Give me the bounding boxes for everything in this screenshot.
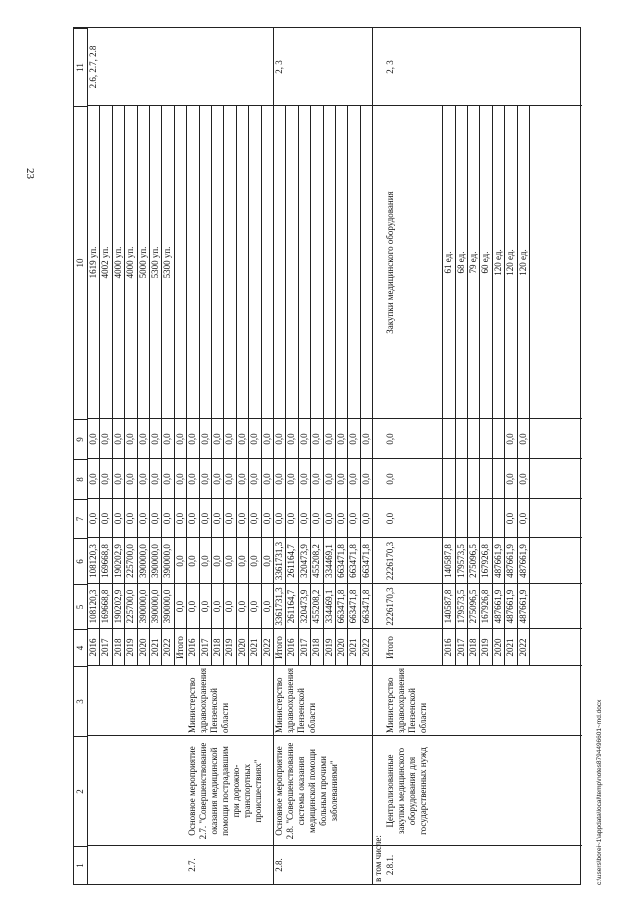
table-cell: 0,0 bbox=[249, 555, 260, 567]
table-cell: 2018 bbox=[112, 638, 123, 657]
column-number: 6 bbox=[74, 538, 87, 584]
table-cell: 2022 bbox=[162, 638, 173, 657]
table-cell: 0,0 bbox=[212, 600, 222, 613]
table-cell: 0,0 bbox=[88, 512, 98, 525]
table-cell: 0,0 bbox=[224, 473, 235, 485]
table-cell: 0,0 bbox=[100, 433, 111, 445]
table-cell: 3361731,3 bbox=[274, 541, 284, 581]
executor: Министерство здравоохранения Пензенской области bbox=[187, 667, 230, 733]
table-cell: 0,0 bbox=[261, 600, 272, 613]
subtotal-label: в том числе: bbox=[373, 835, 384, 882]
table-cell: 0,0 bbox=[274, 433, 284, 445]
table-cell: 2019 bbox=[480, 638, 491, 657]
table-cell: 0,0 bbox=[261, 512, 272, 525]
table-cell: 2017 bbox=[455, 638, 466, 657]
table-cell: 0,0 bbox=[150, 512, 160, 525]
table-cell: 0,0 bbox=[150, 433, 160, 445]
grid-line bbox=[87, 537, 582, 538]
table-cell: 2020 bbox=[492, 638, 503, 657]
table-cell: 225700,0 bbox=[125, 589, 136, 624]
table-cell: 0,0 bbox=[174, 473, 185, 485]
column-number: 3 bbox=[74, 666, 87, 736]
table-cell: 390000,0 bbox=[137, 589, 148, 624]
table-cell: 0,0 bbox=[187, 512, 198, 525]
table-cell: 60 ед. bbox=[480, 251, 491, 274]
table-cell: 167926,8 bbox=[480, 544, 491, 578]
table-cell: 0,0 bbox=[100, 473, 111, 485]
table-cell: 0,0 bbox=[261, 555, 272, 567]
table-cell: 2020 bbox=[236, 638, 247, 657]
grid-line bbox=[87, 498, 582, 499]
table-cell: 0,0 bbox=[137, 512, 148, 525]
grid-line bbox=[87, 665, 582, 666]
table-cell: 0,0 bbox=[125, 473, 136, 485]
table-cell: 0,0 bbox=[348, 473, 359, 485]
table-cell: 2021 bbox=[505, 638, 516, 657]
table-cell: 0,0 bbox=[323, 473, 334, 485]
grid-line bbox=[87, 458, 582, 459]
table-cell: 0,0 bbox=[224, 512, 235, 525]
table-cell: 4000 уп. bbox=[112, 246, 123, 279]
table-cell: 4000 уп. bbox=[125, 246, 136, 279]
column-number: 4 bbox=[74, 629, 87, 666]
table-cell: 2017 bbox=[199, 638, 210, 657]
table-cell: 0,0 bbox=[224, 555, 235, 567]
table-cell: 261164,7 bbox=[286, 544, 297, 578]
table-cell: 140587,8 bbox=[443, 544, 454, 578]
indicator-ref: 2, 3 bbox=[385, 60, 396, 74]
table-cell: 2226170,3 bbox=[385, 541, 396, 581]
table-cell: 2020 bbox=[137, 638, 148, 657]
table-cell: 2022 bbox=[261, 638, 272, 657]
table-cell: 390000,0 bbox=[137, 544, 148, 578]
program-table bbox=[73, 27, 581, 885]
footer-path: c:\users\borei~1\appdata\local\temp\notes8794496601~md.docx bbox=[596, 699, 603, 885]
table-cell: 0,0 bbox=[174, 600, 185, 613]
table-cell: 663471,8 bbox=[336, 589, 346, 624]
column-number: 7 bbox=[74, 499, 87, 538]
table-cell: 0,0 bbox=[88, 473, 98, 485]
table-cell: 663471,8 bbox=[360, 544, 371, 578]
table-cell: 455208,2 bbox=[311, 544, 322, 578]
table-cell: 0,0 bbox=[323, 433, 334, 445]
table-cell: 225700,0 bbox=[125, 544, 136, 578]
column-number: 8 bbox=[74, 459, 87, 499]
grid-line bbox=[87, 845, 582, 846]
table-cell: 0,0 bbox=[249, 473, 260, 485]
row-number: 2.7. bbox=[187, 858, 197, 872]
table-cell: 334469,1 bbox=[323, 589, 334, 624]
table-cell: 487661,9 bbox=[505, 589, 516, 624]
table-cell: 0,0 bbox=[360, 433, 371, 445]
table-cell: 0,0 bbox=[174, 433, 185, 445]
grid-line bbox=[87, 735, 582, 736]
table-cell: 0,0 bbox=[274, 512, 284, 525]
table-cell: 0,0 bbox=[236, 433, 247, 445]
table-cell: 0,0 bbox=[212, 512, 222, 525]
table-cell: 169668,8 bbox=[100, 589, 111, 624]
table-cell: 0,0 bbox=[517, 512, 528, 525]
table-cell: 0,0 bbox=[100, 512, 111, 525]
grid-line bbox=[529, 106, 530, 666]
table-cell: 0,0 bbox=[150, 473, 160, 485]
grid-line bbox=[87, 583, 582, 584]
table-cell: 0,0 bbox=[212, 473, 222, 485]
table-cell: 663471,8 bbox=[336, 544, 346, 578]
table-cell: 2016 bbox=[88, 638, 98, 657]
table-cell: 2020 bbox=[336, 638, 346, 657]
table-cell: 179573,5 bbox=[455, 544, 466, 578]
table-cell: 0,0 bbox=[298, 433, 309, 445]
table-cell: 120 ед. bbox=[492, 249, 503, 276]
table-cell: 0,0 bbox=[348, 433, 359, 445]
table-cell: 0,0 bbox=[360, 473, 371, 485]
table-cell: 0,0 bbox=[112, 473, 123, 485]
table-cell: 0,0 bbox=[286, 512, 297, 525]
table-cell: 2021 bbox=[348, 638, 359, 657]
table-cell: 0,0 bbox=[236, 600, 247, 613]
grid-line bbox=[372, 28, 373, 884]
table-cell: 663471,8 bbox=[348, 589, 359, 624]
table-cell: 0,0 bbox=[311, 433, 322, 445]
table-cell: 0,0 bbox=[323, 512, 334, 525]
column-number: 11 bbox=[74, 28, 87, 106]
table-cell: 0,0 bbox=[199, 600, 210, 613]
table-cell: 140587,8 bbox=[443, 589, 454, 624]
table-cell: 0,0 bbox=[187, 600, 198, 613]
table-cell: 0,0 bbox=[249, 512, 260, 525]
table-cell: 0,0 bbox=[224, 433, 235, 445]
table-cell: 0,0 bbox=[298, 512, 309, 525]
table-cell: 663471,8 bbox=[348, 544, 359, 578]
table-cell: 0,0 bbox=[348, 512, 359, 525]
table-cell: 0,0 bbox=[298, 473, 309, 485]
table-cell: 0,0 bbox=[212, 555, 222, 567]
table-cell: 2019 bbox=[323, 638, 334, 657]
table-cell: 3361731,3 bbox=[274, 587, 284, 626]
table-cell: 390000,0 bbox=[150, 589, 160, 624]
table-cell: 275096,5 bbox=[468, 589, 478, 624]
table-cell: 0,0 bbox=[505, 512, 516, 525]
table-cell: 487661,9 bbox=[492, 544, 503, 578]
column-number: 1 bbox=[74, 846, 87, 884]
table-cell: 487661,9 bbox=[505, 544, 516, 578]
table-cell: 0,0 bbox=[212, 433, 222, 445]
table-cell: 275096,5 bbox=[468, 544, 478, 578]
table-cell: 0,0 bbox=[505, 473, 516, 485]
table-cell: 334469,1 bbox=[323, 544, 334, 578]
table-cell: 169668,8 bbox=[100, 544, 111, 578]
table-cell: 4002 уп. bbox=[100, 246, 111, 279]
table-cell: 261164,7 bbox=[286, 589, 297, 624]
table-cell: 0,0 bbox=[199, 555, 210, 567]
table-cell: 487661,9 bbox=[517, 589, 528, 624]
table-cell: 2021 bbox=[150, 638, 160, 657]
table-cell: 320473,9 bbox=[298, 589, 309, 624]
table-cell: 190202,9 bbox=[112, 544, 123, 578]
table-cell: 390000,0 bbox=[150, 544, 160, 578]
table-cell: 0,0 bbox=[174, 512, 185, 525]
table-cell: 0,0 bbox=[224, 600, 235, 613]
table-cell: 0,0 bbox=[505, 433, 516, 445]
measure-description: Основное мероприятие 2.8. "Совершенствование системы оказания медицинской помощи больным прочими заболеваниями" bbox=[274, 742, 339, 840]
table-cell: 0,0 bbox=[261, 433, 272, 445]
table-cell: 1619 уп. bbox=[88, 246, 98, 279]
table-cell: 2018 bbox=[212, 638, 222, 657]
table-cell: Итого bbox=[274, 636, 284, 659]
table-cell: 2016 bbox=[286, 638, 297, 657]
table-cell: 5300 уп. bbox=[162, 246, 173, 279]
table-cell: 0,0 bbox=[261, 473, 272, 485]
table-cell: 0,0 bbox=[385, 433, 396, 445]
table-cell: 167926,8 bbox=[480, 589, 491, 624]
table-cell: 179573,5 bbox=[455, 589, 466, 624]
table-cell: 0,0 bbox=[236, 512, 247, 525]
table-cell: 0,0 bbox=[286, 433, 297, 445]
table-cell: 120 ед. bbox=[517, 249, 528, 276]
table-cell: 2019 bbox=[224, 638, 235, 657]
table-cell: 2018 bbox=[468, 638, 478, 657]
table-cell: 0,0 bbox=[162, 512, 173, 525]
table-cell: 0,0 bbox=[174, 555, 185, 567]
table-cell: 0,0 bbox=[286, 473, 297, 485]
table-cell: Итого bbox=[385, 636, 396, 659]
table-cell: 0,0 bbox=[236, 473, 247, 485]
table-cell: 108120,3 bbox=[88, 544, 98, 578]
page-number: 23 bbox=[24, 168, 36, 179]
table-cell: 390000,0 bbox=[162, 589, 173, 624]
table-cell: 0,0 bbox=[236, 555, 247, 567]
column-number: 5 bbox=[74, 584, 87, 629]
table-cell: 2022 bbox=[360, 638, 371, 657]
table-cell: 0,0 bbox=[517, 473, 528, 485]
table-cell: 0,0 bbox=[249, 600, 260, 613]
table-cell: Итого bbox=[174, 636, 185, 659]
table-cell: 0,0 bbox=[336, 433, 346, 445]
table-cell: 0,0 bbox=[311, 512, 322, 525]
table-cell: 0,0 bbox=[311, 473, 322, 485]
table-cell: 5300 уп. bbox=[150, 246, 160, 279]
table-cell: 0,0 bbox=[125, 433, 136, 445]
table-cell: 0,0 bbox=[336, 512, 346, 525]
table-cell: 2017 bbox=[298, 638, 309, 657]
table-cell: 0,0 bbox=[112, 512, 123, 525]
table-cell: 5000 уп. bbox=[137, 246, 148, 279]
executor: Министерство здравоохранения Пензенской области bbox=[274, 667, 317, 733]
table-cell: 0,0 bbox=[125, 512, 136, 525]
table-cell: 0,0 bbox=[385, 473, 396, 485]
table-cell: 0,0 bbox=[187, 433, 198, 445]
table-cell: 2022 bbox=[517, 638, 528, 657]
grid-line bbox=[87, 628, 582, 629]
table-cell: 0,0 bbox=[112, 433, 123, 445]
table-cell: 0,0 bbox=[360, 512, 371, 525]
table-cell: 0,0 bbox=[274, 473, 284, 485]
executor: Министерство здравоохранения Пензенской области bbox=[385, 667, 429, 733]
table-cell: 2021 bbox=[249, 638, 260, 657]
table-cell: 0,0 bbox=[137, 433, 148, 445]
table-cell: 108120,3 bbox=[88, 589, 98, 624]
table-cell: 320473,9 bbox=[298, 544, 309, 578]
row-number: 2.8.1. bbox=[385, 854, 396, 876]
column-number: 2 bbox=[74, 736, 87, 846]
table-cell: 0,0 bbox=[187, 555, 198, 567]
table-cell: 487661,9 bbox=[492, 589, 503, 624]
table-cell: 2017 bbox=[100, 638, 111, 657]
table-cell: 2018 bbox=[311, 638, 322, 657]
measure-description: Централизованные закупки медицинского оборудования для государственных нужд bbox=[385, 747, 429, 835]
table-cell: 79 ед. bbox=[468, 251, 478, 274]
table-cell: 0,0 bbox=[385, 512, 396, 525]
row-number: 2.8. bbox=[274, 858, 284, 872]
table-cell: 190202,9 bbox=[112, 589, 123, 624]
table-cell: 0,0 bbox=[162, 473, 173, 485]
table-cell: 0,0 bbox=[336, 473, 346, 485]
column-number: 9 bbox=[74, 419, 87, 459]
table-cell: 390000,0 bbox=[162, 544, 173, 578]
table-cell: 0,0 bbox=[517, 433, 528, 445]
column-number: 10 bbox=[74, 106, 87, 419]
table-cell: 2226170,3 bbox=[385, 587, 396, 626]
table-cell: 68 ед. bbox=[455, 251, 466, 274]
indicator-ref: 2, 3 bbox=[274, 60, 284, 74]
table-cell: 487661,9 bbox=[517, 544, 528, 578]
table-cell: 0,0 bbox=[187, 473, 198, 485]
table-cell: 0,0 bbox=[249, 433, 260, 445]
grid-line bbox=[87, 418, 582, 419]
table-cell: 0,0 bbox=[88, 433, 98, 445]
table-cell: 0,0 bbox=[137, 473, 148, 485]
table-cell: 0,0 bbox=[199, 433, 210, 445]
indicator-ref: 2.6, 2.7, 2.8 bbox=[88, 45, 98, 89]
table-cell: 61 ед. bbox=[443, 251, 454, 274]
measure-description: Основное мероприятие 2.7. "Совершенствование оказания медицинской помощи пострадавшим при дорожно-транспортных происшествиях" bbox=[187, 742, 263, 840]
table-cell: 663471,8 bbox=[360, 589, 371, 624]
table-cell: Закупки медицинского оборудования bbox=[385, 191, 396, 334]
grid-line bbox=[87, 105, 582, 106]
table-cell: 120 ед. bbox=[505, 249, 516, 276]
column-number-row bbox=[74, 28, 88, 884]
table-cell: 0,0 bbox=[199, 473, 210, 485]
table-cell: 2016 bbox=[187, 638, 198, 657]
table-cell: 0,0 bbox=[199, 512, 210, 525]
table-cell: 2016 bbox=[443, 638, 454, 657]
table-cell: 455208,2 bbox=[311, 589, 322, 624]
table-cell: 2019 bbox=[125, 638, 136, 657]
table-cell: 0,0 bbox=[162, 433, 173, 445]
